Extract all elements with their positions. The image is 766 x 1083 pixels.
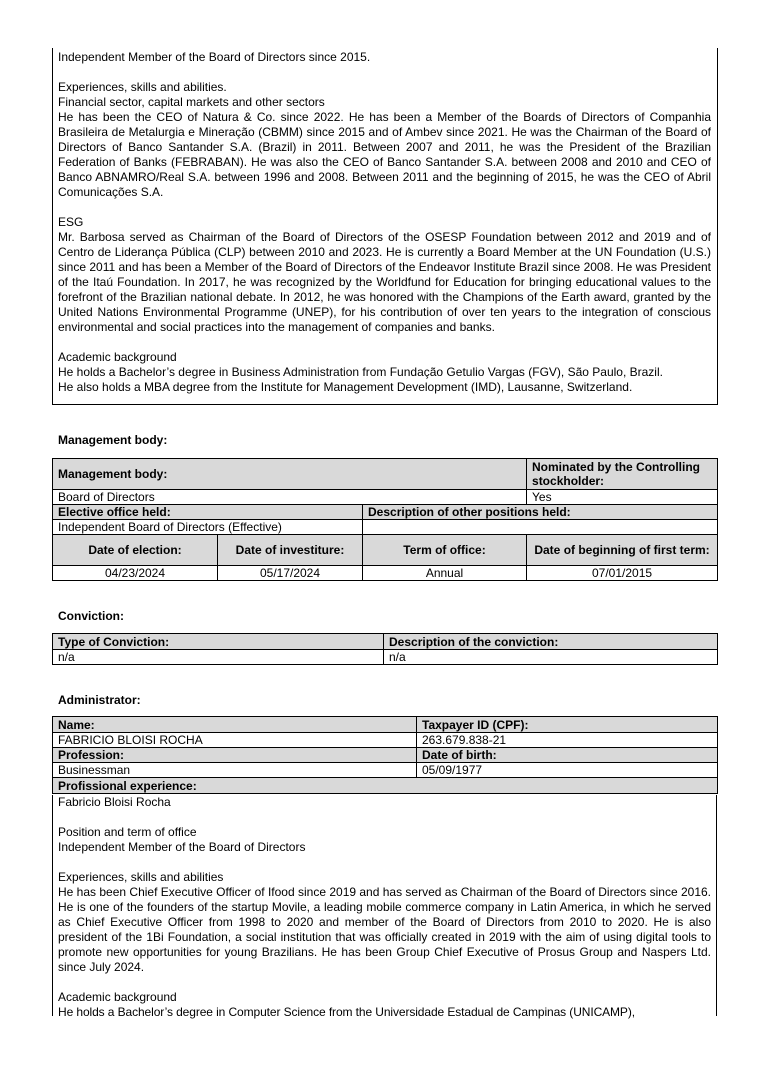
- management-body-value: Board of Directors: [53, 490, 527, 505]
- cpf-value: 263.679.838-21: [417, 733, 718, 748]
- bio-academic-line2: He also holds a MBA degree from the Institute for Management Development (IMD), Lausanne, Switzerland.: [58, 380, 633, 394]
- administrator-table: [52, 716, 718, 794]
- header-profession: Profession:: [53, 748, 417, 763]
- header-date-investiture: Date of investiture:: [218, 535, 363, 566]
- date-investiture-value: 05/17/2024: [218, 566, 363, 581]
- header-elective-office: Elective office held:: [53, 505, 363, 520]
- bio-esg-text: Mr. Barbosa served as Chairman of the Board of Directors of the OSESP Foundation between 2012 and 2019 and of Centro de Liderança Pública (CLP) between 2010 and 2023. He is currently a Board Member at the UN Foundation (U.S.) since 2011 and has been a Member of the Board of Directors of the Endeavor Institute Brazil since 2008. He was President of the Itaú Foundation. In 2017, he was recognized by the Worldfund for Education for bringing educational values to the forefront of the Brazilian national debate. In 2012, he was honored with the Champions of the Earth award, granted by the United Nations Environmental Programme (UNEP), for his contribution of over ten years to the integration of conscious environmental and social practices into the management of companies and banks.: [58, 230, 711, 334]
- first-term-value: 07/01/2015: [527, 566, 718, 581]
- header-cpf: Taxpayer ID (CPF):: [417, 717, 718, 733]
- bio-box: [52, 48, 718, 405]
- bio-academic-title: Academic background: [58, 350, 177, 364]
- header-name: Name:: [53, 717, 417, 733]
- skills-text: He has been Chief Executive Officer of Ifood since 2019 and has served as Chairman of the Board of Directors since 2016. He is one of the founders of the startup Movile, a leading mobile commerce company in Latin America, in which he served as Chief Executive Officer from 1998 to 2020 and member of the Board of Directors from 2010 to 2020. He is also president of the 1Bi Foundation, a social institution that was officially created in 2019 with the aim of using digital tools to promote new opportunities for young Brazilians. He has been Group Chief Executive of Prosus Group and Naspers Ltd. since July 2024.: [58, 885, 711, 974]
- nominated-value: Yes: [527, 490, 718, 505]
- conviction-type-value: n/a: [53, 650, 384, 665]
- header-professional-experience: Profissional experience:: [53, 778, 718, 794]
- conviction-table: [52, 633, 718, 665]
- elective-office-value: Independent Board of Directors (Effective): [53, 520, 363, 535]
- management-section-title: Management body:: [58, 433, 168, 447]
- position-title: Position and term of office: [58, 825, 197, 839]
- admin-academic-text: He holds a Bachelor’s degree in Computer Science from the Universidade Estadual de Campinas (UNICAMP),: [58, 1005, 635, 1019]
- header-nominated: Nominated by the Controlling stockholder:: [527, 459, 718, 490]
- header-date-election: Date of election:: [53, 535, 218, 566]
- bio-sector: Financial sector, capital markets and other sectors: [58, 95, 325, 109]
- header-birth: Date of birth:: [417, 748, 718, 763]
- header-other-positions: Description of other positions held:: [363, 505, 718, 520]
- exp-name: Fabricio Bloisi Rocha: [58, 795, 171, 809]
- header-first-term: Date of beginning of first term:: [527, 535, 718, 566]
- bio-exp-title: Experiences, skills and abilities.: [58, 80, 227, 94]
- skills-title: Experiences, skills and abilities: [58, 870, 224, 884]
- header-conviction-type: Type of Conviction:: [53, 634, 384, 650]
- conviction-section-title: Conviction:: [58, 609, 124, 623]
- admin-academic-title: Academic background: [58, 990, 177, 1004]
- management-table: [52, 458, 718, 581]
- header-conviction-description: Description of the conviction:: [384, 634, 718, 650]
- term-office-value: Annual: [363, 566, 527, 581]
- date-election-value: 04/23/2024: [53, 566, 218, 581]
- bio-exp-text: He has been the CEO of Natura & Co. since 2022. He has been a Member of the Boards of Directors of Companhia Brasileira de Metalurgia e Mineração (CBMM) since 2015 and of Ambev since 2021. He was the Chairman of the Board of Directors of Banco Santander S.A. (Brazil) in 2011. Between 2007 and 2011, he was the President of the Brazilian Federation of Banks (FEBRABAN). He was also the CEO of Banco Santander S.A. between 2008 and 2010 and CEO of Banco ABNAMRO/Real S.A. between 1996 and 2008. Between 2011 and the beginning of 2015, he was the CEO of Abril Comunicações S.A.: [58, 110, 711, 199]
- bio-line1: Independent Member of the Board of Directors since 2015.: [58, 50, 371, 64]
- name-value: FABRICIO BLOISI ROCHA: [53, 733, 417, 748]
- bio-academic-line1: He holds a Bachelor’s degree in Business Administration from Fundação Getulio Vargas (FGV), São Paulo, Brazil.: [58, 365, 663, 379]
- administrator-box: [52, 716, 717, 1019]
- header-term-office: Term of office:: [363, 535, 527, 566]
- administrator-section-title: Administrator:: [58, 693, 141, 707]
- profession-value: Businessman: [53, 763, 417, 778]
- birth-value: 05/09/1977: [417, 763, 718, 778]
- professional-experience-box: [52, 795, 717, 1019]
- position-value: Independent Member of the Board of Directors: [58, 840, 306, 854]
- conviction-description-value: n/a: [384, 650, 718, 665]
- bio-esg-title: ESG: [58, 215, 84, 229]
- header-management-body: Management body:: [53, 459, 527, 490]
- other-positions-value: [363, 520, 718, 535]
